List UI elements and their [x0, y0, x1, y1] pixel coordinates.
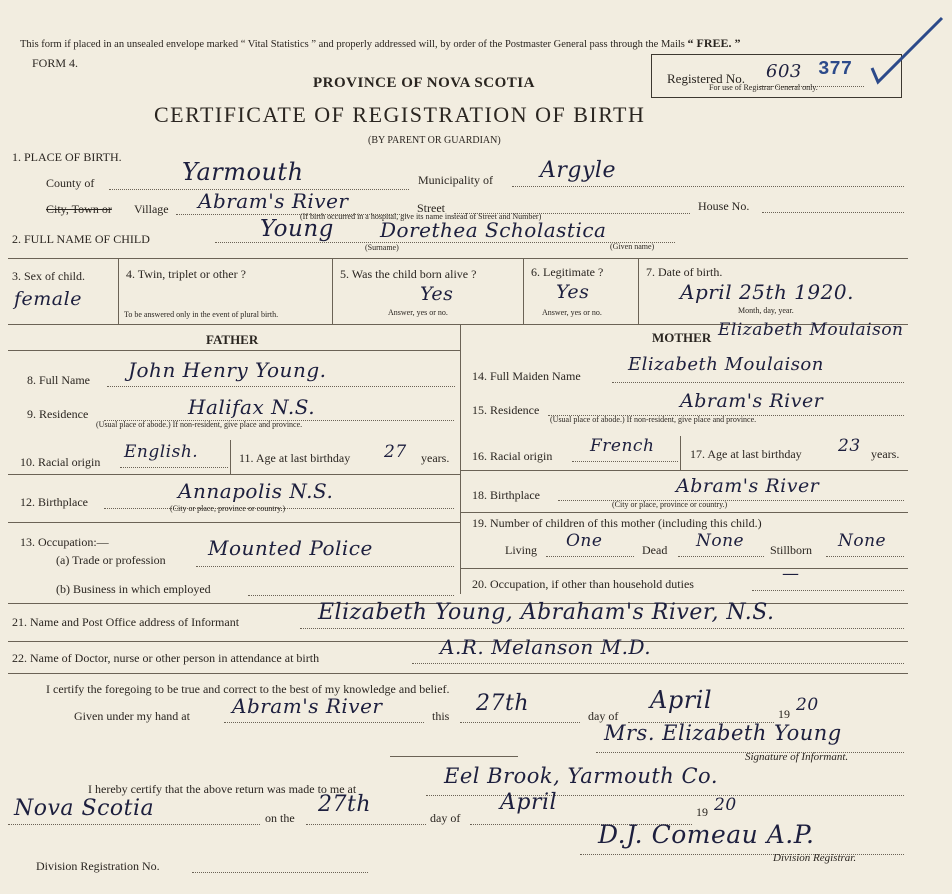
- on-the-label: on the: [265, 811, 295, 825]
- alive-value: Yes: [420, 283, 454, 305]
- father-business-label: (b) Business in which employed: [56, 582, 211, 596]
- stillborn-label: Stillborn: [770, 543, 813, 557]
- cert2-year-prefix: 19: [696, 805, 708, 819]
- given-caption: (Given name): [610, 242, 655, 251]
- father-birthplace-note: (City or place, province or country.): [170, 504, 286, 513]
- father-racial-label: 10. Racial origin: [20, 455, 101, 469]
- county-value: Yarmouth: [182, 158, 304, 186]
- mail-notice: [20, 37, 741, 51]
- form-number: FORM 4.: [32, 56, 79, 70]
- municipality-value: Argyle: [540, 158, 616, 183]
- registered-value: 603: [766, 61, 802, 82]
- child-surname-value: Young: [260, 216, 334, 242]
- mother-residence-label: 15. Residence: [472, 403, 540, 417]
- cert2-dayof-label: day of: [430, 811, 461, 825]
- mother-residence-value: Abram's River: [680, 390, 824, 412]
- village-value: Abram's River: [198, 189, 349, 213]
- father-heading: FATHER: [206, 332, 259, 347]
- this-label: this: [432, 709, 450, 723]
- return-certify-text: I hereby certify that the above return was made to me at: [88, 782, 357, 796]
- legitimate-note: Answer, yes or no.: [542, 308, 602, 317]
- certificate-subtitle: (BY PARENT OR GUARDIAN): [368, 135, 501, 146]
- sex-label: 3. Sex of child.: [12, 269, 85, 283]
- mother-years-label: years.: [871, 447, 900, 461]
- cert1-year-prefix: 19: [778, 707, 790, 721]
- legitimate-value: Yes: [556, 281, 590, 303]
- given-under-label: Given under my hand at: [74, 709, 190, 723]
- dead-label: Dead: [642, 543, 668, 557]
- registered-label: Registered No.: [667, 71, 745, 86]
- cert2-month-value: April: [500, 790, 558, 815]
- legitimate-label: 6. Legitimate ?: [531, 265, 604, 279]
- county-label: County of: [46, 176, 95, 190]
- mother-maiden-value: Elizabeth Moulaison: [628, 354, 824, 375]
- twin-label: 4. Twin, triplet or other ?: [126, 267, 246, 281]
- father-residence-note: (Usual place of abode.) If non-resident, give place and province.: [96, 420, 303, 429]
- registrar-signature: D.J. Comeau A.P.: [598, 820, 815, 849]
- father-residence-value: Halifax N.S.: [188, 395, 316, 419]
- mother-age-label: 17. Age at last birthday: [690, 447, 802, 461]
- mother-heading: MOTHER: [652, 330, 712, 345]
- mother-racial-value: French: [590, 436, 655, 456]
- father-racial-value: English.: [124, 442, 199, 462]
- mother-maiden-label: 14. Full Maiden Name: [472, 369, 581, 383]
- alive-label: 5. Was the child born alive ?: [340, 267, 477, 281]
- street-label: Street: [417, 201, 445, 215]
- father-birthplace-value: Annapolis N.S.: [178, 479, 334, 503]
- doctor-value: A.R. Melanson M.D.: [440, 635, 652, 659]
- mother-birthplace-note: (City or place, province or country.): [612, 500, 728, 509]
- cert1-day-value: 27th: [476, 691, 530, 716]
- sex-value: female: [14, 288, 82, 310]
- living-label: Living: [505, 543, 537, 557]
- mother-residence-note: (Usual place of abode.) If non-resident, give place and province.: [550, 415, 757, 424]
- father-name-label: 8. Full Name: [27, 373, 90, 387]
- division-registration-label: Division Registration No.: [36, 859, 160, 873]
- mother-racial-label: 16. Racial origin: [472, 449, 553, 463]
- father-occupation-label: 13. Occupation:—: [20, 535, 109, 549]
- father-birthplace-label: 12. Birthplace: [20, 495, 88, 509]
- cert2-year-value: 20: [714, 795, 737, 815]
- living-value: One: [566, 531, 603, 551]
- cert1-year-value: 20: [796, 695, 819, 715]
- cert1-dayof-label: day of: [588, 709, 619, 723]
- mother-birthplace-label: 18. Birthplace: [472, 488, 540, 502]
- surname-caption: (Surname): [365, 243, 399, 252]
- house-no-label: House No.: [698, 199, 750, 213]
- village-label: Village: [134, 202, 169, 216]
- registrar-caption: Division Registrar.: [773, 852, 857, 864]
- hospital-note: (If birth occurred in a hospital, give its name instead of Street and Number): [300, 212, 542, 221]
- registrar-note: For use of Registrar General only.: [709, 83, 818, 92]
- father-years-label: years.: [421, 451, 450, 465]
- return-place-value: Eel Brook, Yarmouth Co.: [444, 764, 719, 788]
- father-age-value: 27: [384, 442, 407, 462]
- cert2-day-value: 27th: [318, 792, 372, 817]
- mother-occupation-label: 20. Occupation, if other than household duties: [472, 577, 694, 591]
- father-trade-value: Mounted Police: [208, 536, 373, 560]
- informant-signature: Mrs. Elizabeth Young: [604, 721, 842, 745]
- mother-children-label: 19. Number of children of this mother (including this child.): [472, 516, 762, 530]
- father-name-value: John Henry Young.: [128, 358, 327, 382]
- certify-text: I certify the foregoing to be true and correct to the best of my knowledge and belief.: [46, 682, 450, 696]
- checkmark-icon: [858, 14, 948, 86]
- father-age-label: 11. Age at last birthday: [239, 451, 351, 465]
- father-residence-label: 9. Residence: [27, 407, 89, 421]
- informant-value: Elizabeth Young, Abraham's River, N.S.: [318, 600, 775, 625]
- place-of-birth-label: 1. PLACE OF BIRTH.: [12, 150, 122, 164]
- date-of-birth-value: April 25th 1920.: [680, 280, 854, 304]
- twin-note: To be answered only in the event of plural birth.: [124, 310, 279, 319]
- city-town-label: City, Town or: [46, 202, 112, 216]
- signature-caption: Signature of Informant.: [745, 751, 849, 763]
- municipality-label: Municipality of: [418, 173, 493, 187]
- given-place-value: Abram's River: [232, 694, 383, 718]
- child-given-value: Dorethea Scholastica: [380, 218, 607, 242]
- certificate-title: CERTIFICATE OF REGISTRATION OF BIRTH: [154, 102, 646, 127]
- registered-stamp: 377: [818, 58, 853, 80]
- stillborn-value: None: [838, 531, 887, 551]
- informant-label: 21. Name and Post Office address of Informant: [12, 615, 240, 629]
- province-heading: PROVINCE OF NOVA SCOTIA: [313, 75, 535, 91]
- mother-heading-value: Elizabeth Moulaison: [718, 320, 904, 340]
- mother-occupation-value: —: [782, 564, 800, 584]
- mail-notice-text: This form if placed in an unsealed envelope marked “ Vital Statistics ” and properly addressed will, by order of the Postmaster General pass through the Mails: [20, 39, 685, 50]
- date-of-birth-label: 7. Date of birth.: [646, 265, 723, 279]
- father-trade-label: (a) Trade or profession: [56, 553, 166, 567]
- cert1-month-value: April: [650, 686, 713, 714]
- alive-note: Answer, yes or no.: [388, 308, 448, 317]
- child-name-label: 2. FULL NAME OF CHILD: [12, 232, 150, 246]
- mother-birthplace-value: Abram's River: [676, 475, 820, 497]
- free-label: “ FREE. ”: [687, 36, 741, 50]
- doctor-label: 22. Name of Doctor, nurse or other person in attendance at birth: [12, 651, 320, 665]
- date-note: Month, day, year.: [738, 306, 794, 315]
- mother-age-value: 23: [838, 436, 861, 456]
- return-province-value: Nova Scotia: [14, 796, 155, 821]
- dead-value: None: [696, 531, 745, 551]
